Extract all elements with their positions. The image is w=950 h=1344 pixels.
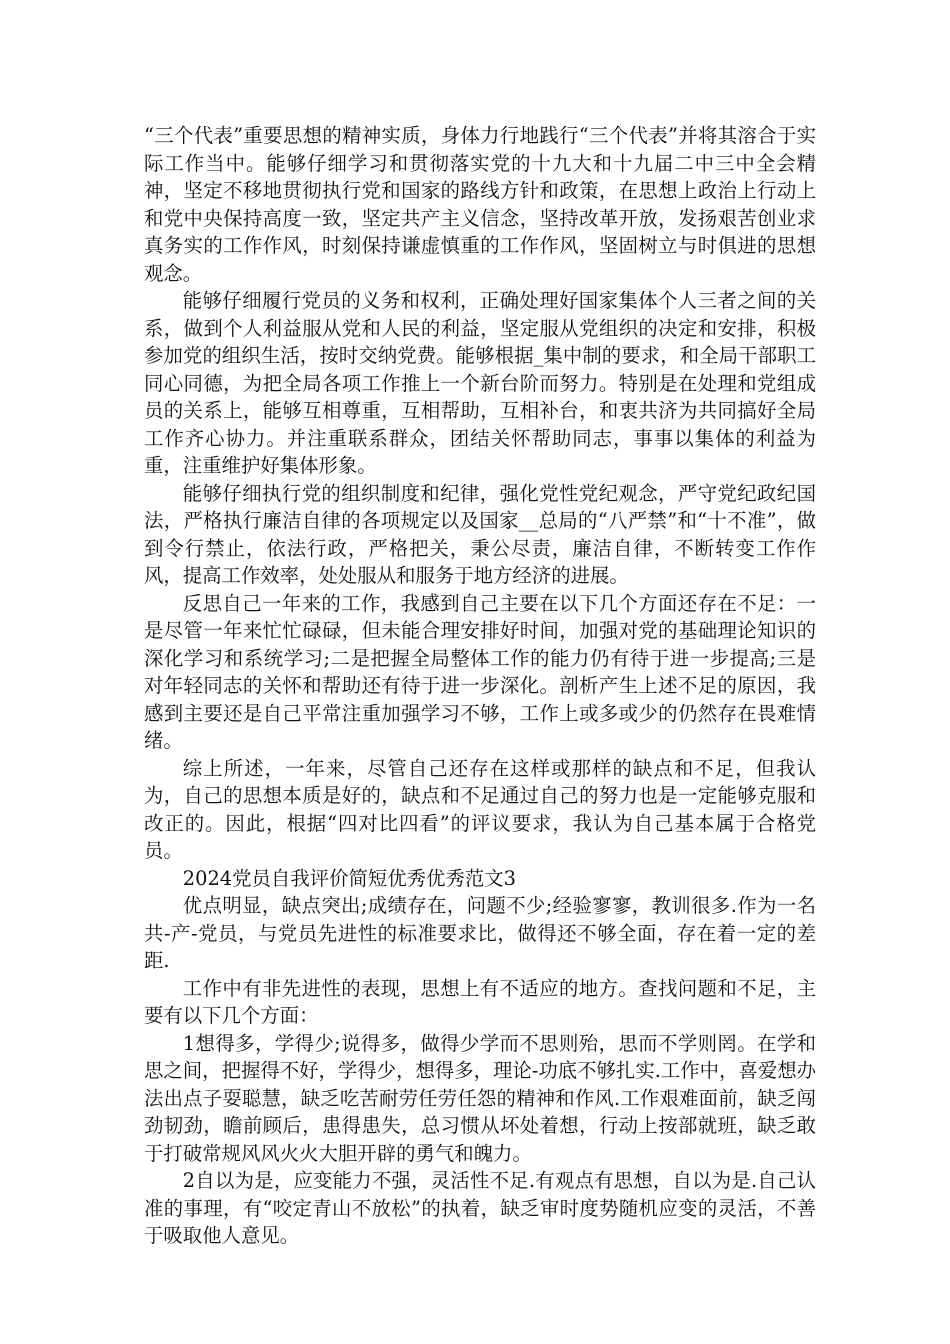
paragraph-3: 能够仔细执行党的组织制度和纪律，强化党性党纪观念，严守党纪政纪国法，严格执行廉洁自律的各项规定以及国家__总局的“八严禁”和“十不准”，做到令行禁止，依法行政，严格把关，秉公尽责，廉洁自律，不断转变工作作风，提高工作效率，处处服从和服务于地方经济的进展。 [144,481,816,587]
paragraph-9: 2自以为是，应变能力不强，灵活性不足.有观点有思想，自以为是.自己认准的事理，有“咬定青山不放松”的执着，缺乏审时度势随机应变的灵活，不善于吸取他人意见。 [144,1169,816,1247]
paragraph-1: “三个代表”重要思想的精神实质，身体力行地践行“三个代表”并将其溶合于实际工作当中。能够仔细学习和贯彻落实党的十九大和十九届二中三中全会精神，坚定不移地贯彻执行党和国家的路线方针和政策，在思想上政治上行动上和党中央保持高度一致，坚定共产主义信念，坚持改革开放，发扬艰苦创业求真务实的工作作风，时刻保持谦虚慎重的工作作风，坚固树立与时俱进的思想观念。 [144,124,816,285]
paragraph-2: 能够仔细履行党员的义务和权利，正确处理好国家集体个人三者之间的关系，做到个人利益服从党和人民的利益，坚定服从党组织的决定和安排，积极参加党的组织生活，按时交纳党费。能够根据_集中制的要求，和全局干部职工同心同德，为把全局各项工作推上一个新台阶而努力。特别是在处理和党组成员的关系上，能够互相尊重，互相帮助，互相补台，和衷共济为共同搞好全局工作齐心协力。并注重联系群众，团结关怀帮助同志，事事以集体的利益为重，注重维护好集体形象。 [144,289,816,477]
paragraph-8: 1想得多，学得少;说得多，做得少学而不思则殆，思而不学则罔。在学和思之间，把握得不好，学得少，想得多，理论-功底不够扎实.工作中，喜爱想办法出点子耍聪慧，缺乏吃苦耐劳任劳任怨的精神和作风.工作艰难面前，缺乏闯劲韧劲，瞻前顾后，患得患失，总习惯从坏处着想，行动上按部就班，缺乏敢于打破常规风风火火大胆开辟的勇气和魄力。 [144,1031,816,1165]
document-body [144,122,816,1250]
paragraph-7: 工作中有非先进性的表现，思想上有不适应的地方。查找问题和不足，主要有以下几个方面： [144,976,816,1027]
section-heading: 2024党员自我评价简短优秀优秀范文3 [182,866,516,890]
paragraph-4: 反思自己一年来的工作，我感到自己主要在以下几个方面还存在不足：一是尽管一年来忙忙碌碌，但未能合理安排好时间，加强对党的基础理论知识的深化学习和系统学习;二是把握全局整体工作的能力仍有待于进一步提高;三是对年轻同志的关怀和帮助还有待于进一步深化。剖析产生上述不足的原因，我感到主要还是自己平常注重加强学习不够，工作上或多或少的仍然存在畏难情绪。 [144,591,816,752]
paragraph-5: 综上所述，一年来，尽管自己还存在这样或那样的缺点和不足，但我认为，自己的思想本质是好的，缺点和不足通过自己的努力也是一定能够克服和改正的。因此，根据“四对比四看”的评议要求，我认为自己基本属于合格党员。 [144,756,816,862]
paragraph-6: 优点明显，缺点突出;成绩存在，问题不少;经验寥寥，教训很多.作为一名共-产-党员，与党员先进性的标准要求比，做得还不够全面，存在着一定的差距. [144,894,816,972]
